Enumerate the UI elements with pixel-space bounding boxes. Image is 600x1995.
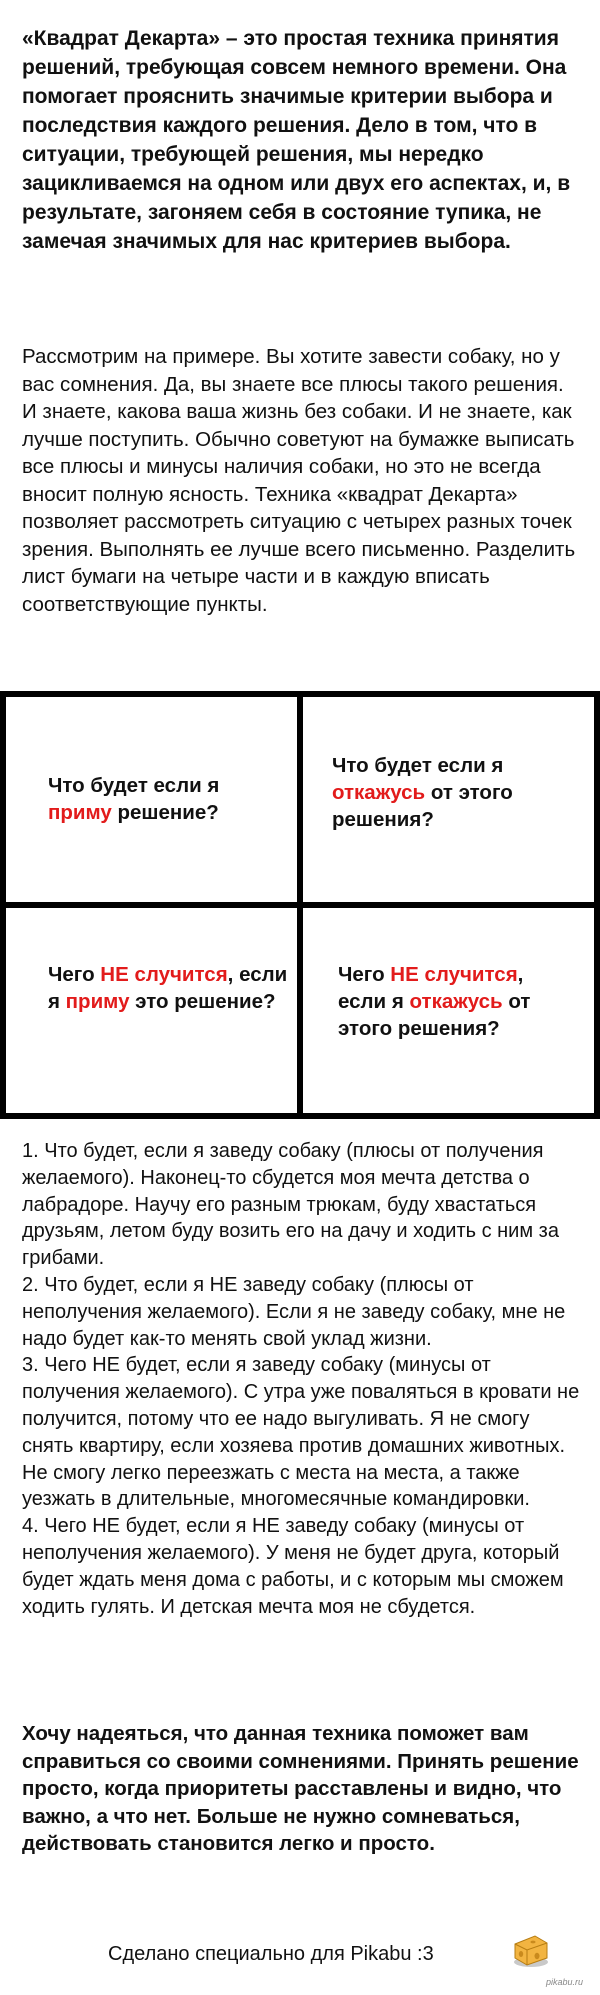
quadrant-not-happen-accept: Чего НЕ случится, если я приму это решение?: [48, 963, 288, 1013]
quadrant-accept: Что будет если я приму решение?: [48, 774, 220, 824]
grid-center-divider: [297, 691, 303, 1119]
descartes-square: [0, 691, 600, 1119]
conclusion-paragraph: Хочу надеяться, что данная техника поможет вам справиться со своими сомнениями. Принять решение просто, когда приоритеты расставлены и видно, что важно, а что нет. Больше не нужно сомневаться, действовать становится легко и просто.: [22, 1722, 579, 1855]
watermark: pikabu.ru: [546, 1977, 584, 1987]
footer-credit: Сделано специально для Pikabu :3: [108, 1943, 434, 1965]
quadrant-refuse: Что будет если я откажусь от этого решения?: [332, 754, 513, 831]
example-paragraph: Рассмотрим на примере. Вы хотите завести собаку, но у вас сомнения. Да, вы знаете все плюсы такого решения. И знаете, какова ваша жизнь без собаки. И не знаете, как лучше поступить. Обычно советуют на бумажке выписать все плюсы и минусы наличия собаки, но это не всегда вносит полную ясность. Техника «квадрат Декарта» позволяет рассмотреть ситуацию с четырех разных точек зрения. Выполнять ее лучше всего письменно. Разделить лист бумаги на четыре части и в каждую вписать соответствующие пункты.: [22, 345, 576, 616]
list-item: 2. Что будет, если я НЕ заведу собаку (плюсы от неполучения желаемого). Если я не заведу собаку, мне не надо будет как-то менять свой уклад жизни.: [22, 1273, 566, 1350]
list-item: 1. Что будет, если я заведу собаку (плюсы от получения желаемого). Наконец-то сбудется моя мечта детства о лабрадоре. Научу его разным трюкам, буду хвастаться друзьям, летом буду возить его на дачу и ходить с ним за грибами.: [22, 1140, 559, 1270]
grid-left-border: [0, 691, 6, 1119]
intro-paragraph: «Квадрат Декарта» – это простая техника принятия решений, требующая совсем немного времени. Она помогает прояснить значимые критерии выбора и последствия каждого решения. Дело в том, что в ситуации, требующей решения, мы нередко зацикливаемся на одном или двух его аспектах, и, в результате, загоняем себя в состояние тупика, не замечая значимых для нас критериев выбора.: [22, 27, 571, 253]
quadrant-not-happen-refuse: Чего НЕ случится, если я откажусь от этого решения?: [338, 963, 531, 1040]
list-item: 3. Чего НЕ будет, если я заведу собаку (минусы от получения желаемого). С утра уже поваляться в кровати не получится, потому что ее надо выгуливать. Я не смогу снять квартиру, если хозяева против домашних животных. Не смогу легко переезжать с места на места, а также уезжать в длительные, многомесячные командировки.: [22, 1354, 580, 1511]
list-item: 4. Чего НЕ будет, если я НЕ заведу собаку (минусы от неполучения желаемого). У меня не будет друга, который будет ждать меня дома с работы, и с которым мы сможем ходить гулять. И детская мечта моя не сбудется.: [22, 1515, 564, 1618]
example-list: [22, 1138, 582, 1620]
cheese-icon: [511, 1930, 551, 1970]
grid-right-border: [594, 691, 600, 1119]
